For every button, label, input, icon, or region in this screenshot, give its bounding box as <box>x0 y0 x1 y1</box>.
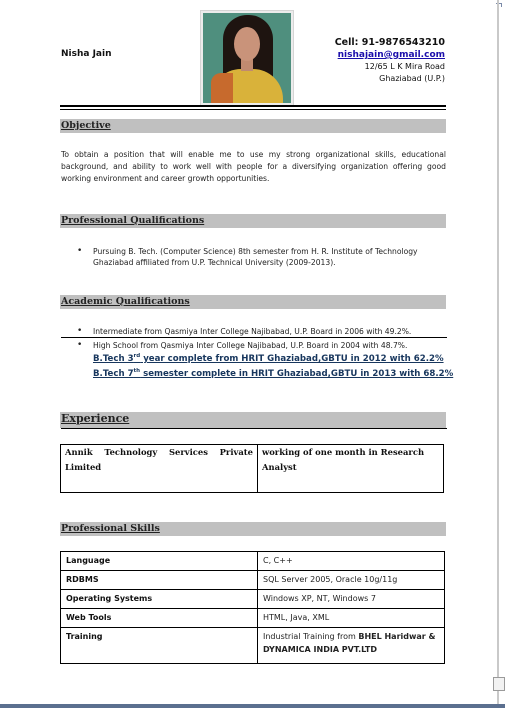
bullet-icon: • <box>77 246 83 256</box>
skill-value: SQL Server 2005, Oracle 10g/11g <box>258 571 445 590</box>
professional-skills-heading: Professional Skills <box>61 523 160 534</box>
experience-role: working of one month in Research Analyst <box>258 445 444 493</box>
table-row <box>61 628 445 664</box>
academic-qualifications-list-2 <box>61 340 446 351</box>
experience-table <box>60 444 444 493</box>
profile-photo <box>203 13 291 103</box>
page-shadow-right <box>497 0 499 704</box>
experience-heading: Experience <box>61 412 130 425</box>
table-row <box>61 609 445 628</box>
skill-key: RDBMS <box>61 571 258 590</box>
skill-value: C, C++ <box>258 552 445 571</box>
btech-result-line-2: B.Tech 7th semester complete in HRIT Ghaziabad,GBTU in 2013 with 68.2% <box>93 368 454 379</box>
header-divider-thick <box>60 105 446 107</box>
list-item: • Pursuing B. Tech. (Computer Science) 8th semester from H. R. Institute of Technology Ghaziabad affiliated from U.P. Technical University (2009-2013). <box>77 246 418 267</box>
candidate-name: Nisha Jain <box>61 49 112 59</box>
skill-key: Language <box>61 552 258 571</box>
skill-value: Industrial Training from BHEL Haridwar & DYNAMICA INDIA PVT.LTD <box>258 628 445 664</box>
professional-qualifications-heading-bar <box>60 214 446 228</box>
address-line-2: Ghaziabad (U.P.) <box>379 74 445 83</box>
experience-company: Annik Technology Services Private Limited <box>61 445 258 493</box>
skill-key: Web Tools <box>61 609 258 628</box>
list-item: • High School from Qasmiya Inter College Najibabad, U.P. Board in 2004 with 48.7%. <box>77 340 408 350</box>
skill-key: Operating Systems <box>61 590 258 609</box>
bullet-icon: • <box>77 326 83 336</box>
experience-heading-bar <box>60 412 446 428</box>
bullet-icon: • <box>77 340 83 350</box>
window-bottom-bar <box>0 704 505 708</box>
objective-heading: Objective <box>61 120 111 131</box>
btech-result-line-1: B.Tech 3rd year complete from HRIT Ghaziabad,GBTU in 2012 with 62.2% <box>93 353 444 364</box>
table-row <box>61 552 445 571</box>
skill-value: HTML, Java, XML <box>258 609 445 628</box>
professional-qualifications-list <box>61 246 446 268</box>
experience-divider <box>61 428 447 429</box>
objective-heading-bar <box>60 119 446 133</box>
contact-block <box>335 37 445 85</box>
page-curl-icon <box>493 677 505 691</box>
academic-qualifications-heading: Academic Qualifications <box>61 296 190 307</box>
header-divider-thin <box>60 109 446 110</box>
skill-value: Windows XP, NT, Windows 7 <box>258 590 445 609</box>
academic-divider <box>61 337 447 338</box>
academic-qualifications-list <box>61 326 446 337</box>
academic-qualifications-heading-bar <box>60 295 446 309</box>
list-item: • Intermediate from Qasmiya Inter College Najibabad, U.P. Board in 2006 with 49.2%. <box>77 326 412 336</box>
table-row <box>61 445 444 493</box>
professional-qualifications-heading: Professional Qualifications <box>61 215 205 226</box>
email-link[interactable]: nishajain@gmail.com <box>337 50 445 60</box>
objective-text: To obtain a position that will enable me to use my strong organizational skills, educational background, and ability to work well with people for a diversifying organization offering good working environment and career growth opportunities. <box>61 150 446 183</box>
table-row <box>61 571 445 590</box>
professional-skills-heading-bar <box>60 522 446 536</box>
table-row <box>61 590 445 609</box>
address-line-1: 12/65 L K Mira Road <box>364 62 445 71</box>
cell-number: Cell: 91-9876543210 <box>334 37 445 48</box>
skills-table <box>60 551 445 664</box>
skill-key: Training <box>61 628 258 664</box>
